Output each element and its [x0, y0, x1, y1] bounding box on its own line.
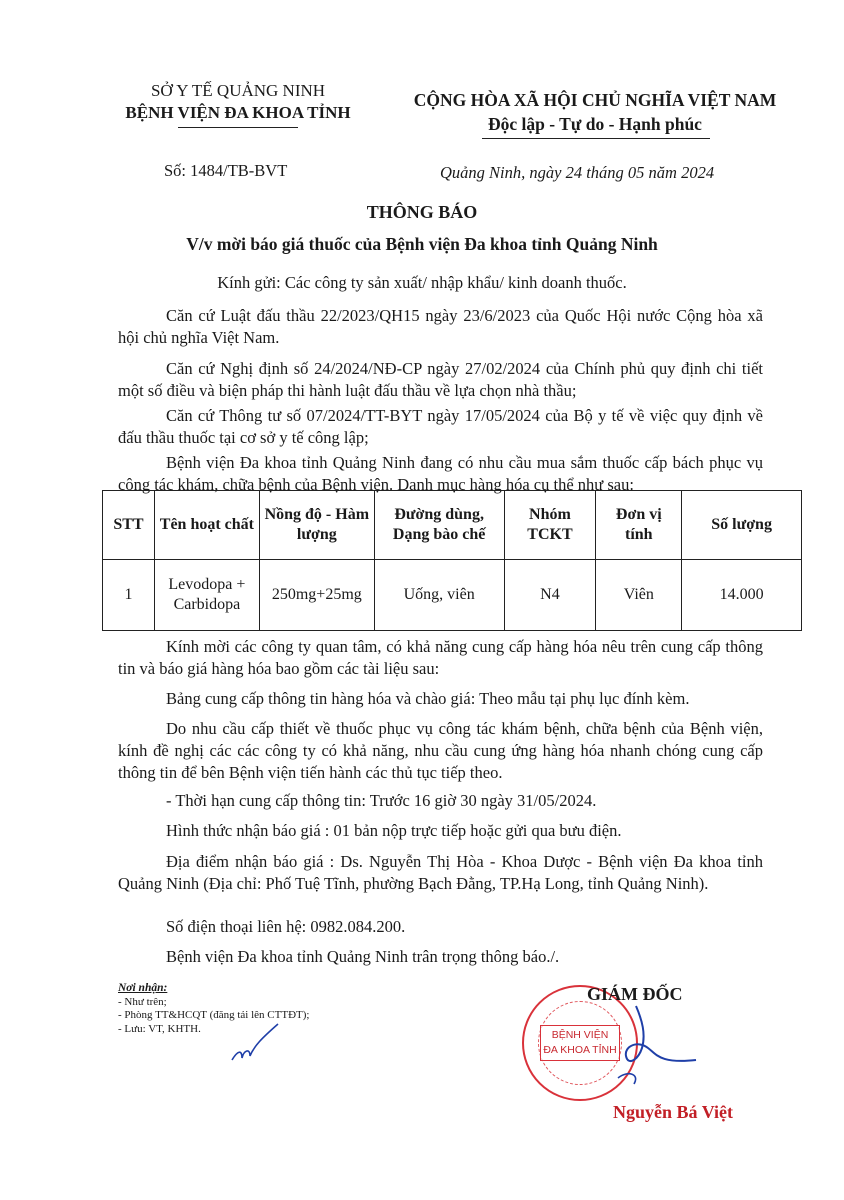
table-header-cell: Số lượng: [682, 491, 802, 560]
notice-subject: V/v mời báo giá thuốc của Bệnh viện Đa khoa tỉnh Quảng Ninh: [186, 234, 658, 254]
table-cell: Levodopa + Carbidopa: [154, 560, 259, 631]
paragraph: - Thời hạn cung cấp thông tin: Trước 16 giờ 30 ngày 31/05/2024.: [166, 791, 597, 810]
recipients-title: Nơi nhận:: [118, 982, 168, 994]
recipient-item: - Lưu: VT, KHTH.: [118, 1022, 201, 1035]
paragraph: Số điện thoại liên hệ: 0982.084.200.: [166, 917, 406, 936]
paragraph: Kính mời các công ty quan tâm, có khả năng cung cấp hàng hóa nêu trên cung cấp thông tin và báo giá hàng hóa bao gồm các tài liệu sau:: [118, 637, 763, 678]
table-header-row: [103, 491, 802, 560]
paragraph: Bệnh viện Đa khoa tỉnh Quảng Ninh đang có nhu cầu mua sắm thuốc cấp bách phục vụ công tác khám, chữa bệnh của Bệnh viện. Danh mục hàng hóa cụ thể như sau:: [118, 453, 763, 494]
hospital-underline: [178, 127, 298, 128]
department-name: SỞ Y TẾ QUẢNG NINH: [150, 81, 326, 100]
notice-title: THÔNG BÁO: [366, 202, 478, 222]
paragraph: Hình thức nhận báo giá : 01 bản nộp trực tiếp hoặc gửi qua bưu điện.: [166, 821, 622, 840]
goods-table: [102, 490, 802, 631]
stamp-line: BỆNH VIỆN: [551, 1029, 609, 1041]
paragraph: Địa điểm nhận báo giá : Ds. Nguyễn Thị Hòa - Khoa Dược - Bệnh viện Đa khoa tỉnh Quảng Ninh (Địa chỉ: Phố Tuệ Tĩnh, phường Bạch Đằng, TP.Hạ Long, tỉnh Quảng Ninh).: [118, 852, 763, 893]
document-number: Số: 1484/TB-BVT: [164, 161, 288, 180]
motto: Độc lập - Tự do - Hạnh phúc: [488, 114, 702, 134]
signer-title: GIÁM ĐỐC: [587, 984, 683, 1004]
paragraph: Do nhu cầu cấp thiết về thuốc phục vụ công tác khám bệnh, chữa bệnh của Bệnh viện, kính đề nghị các các công ty có khả năng, nhu cầu cung ứng hàng hóa nhanh chóng cung cấp thông tin để bên Bệnh viện tiến hành các thủ tục tiếp theo.: [118, 719, 763, 782]
table-header-cell: STT: [103, 491, 155, 560]
paragraph: Bảng cung cấp thông tin hàng hóa và chào giá: Theo mẫu tại phụ lục đính kèm.: [166, 689, 690, 708]
stamp-line: ĐA KHOA TỈNH: [543, 1044, 617, 1056]
paragraph: Bệnh viện Đa khoa tỉnh Quảng Ninh trân trọng thông báo./.: [166, 947, 560, 966]
motto-underline: [482, 138, 710, 139]
paragraph: Căn cứ Luật đấu thầu 22/2023/QH15 ngày 23/6/2023 của Quốc Hội nước Cộng hòa xã hội chủ nghĩa Việt Nam.: [118, 306, 763, 347]
table-header-cell: Đường dùng, Dạng bào chế: [374, 491, 504, 560]
hospital-name: BỆNH VIỆN ĐA KHOA TỈNH: [125, 103, 351, 122]
table-cell: N4: [504, 560, 596, 631]
recipient-item: - Như trên;: [118, 995, 167, 1008]
director-signature-icon: [598, 1000, 708, 1100]
table-header-cell: Đơn vị tính: [596, 491, 682, 560]
recipient-item: - Phòng TT&HCQT (đăng tải lên CTTĐT);: [118, 1009, 310, 1021]
table-header-cell: Tên hoạt chất: [154, 491, 259, 560]
header-right: [395, 88, 795, 136]
signer-name: Nguyễn Bá Việt: [613, 1102, 734, 1122]
header-left: [98, 80, 378, 124]
table-cell: Uống, viên: [374, 560, 504, 631]
paragraph: Căn cứ Nghị định số 24/2024/NĐ-CP ngày 27/02/2024 của Chính phủ quy định chi tiết một số điều và biện pháp thi hành luật đấu thầu về lựa chọn nhà thầu;: [118, 359, 763, 400]
table-cell: Viên: [596, 560, 682, 631]
table-header-cell: Nhóm TCKT: [504, 491, 596, 560]
table-header-cell: Nồng độ - Hàm lượng: [259, 491, 374, 560]
table-cell: 250mg+25mg: [259, 560, 374, 631]
table-cell: 14.000: [682, 560, 802, 631]
place-date: Quảng Ninh, ngày 24 tháng 05 năm 2024: [440, 163, 715, 182]
table-row: [103, 560, 802, 631]
table-cell: 1: [103, 560, 155, 631]
initial-signature-icon: [228, 1020, 288, 1070]
nation-name: CỘNG HÒA XÃ HỘI CHỦ NGHĨA VIỆT NAM: [413, 90, 777, 110]
paragraph: Căn cứ Thông tư số 07/2024/TT-BYT ngày 17/05/2024 của Bộ y tế về việc quy định về đấu thầu thuốc tại cơ sở y tế công lập;: [118, 406, 763, 447]
addressee: Kính gửi: Các công ty sản xuất/ nhập khẩu/ kinh doanh thuốc.: [217, 273, 627, 292]
